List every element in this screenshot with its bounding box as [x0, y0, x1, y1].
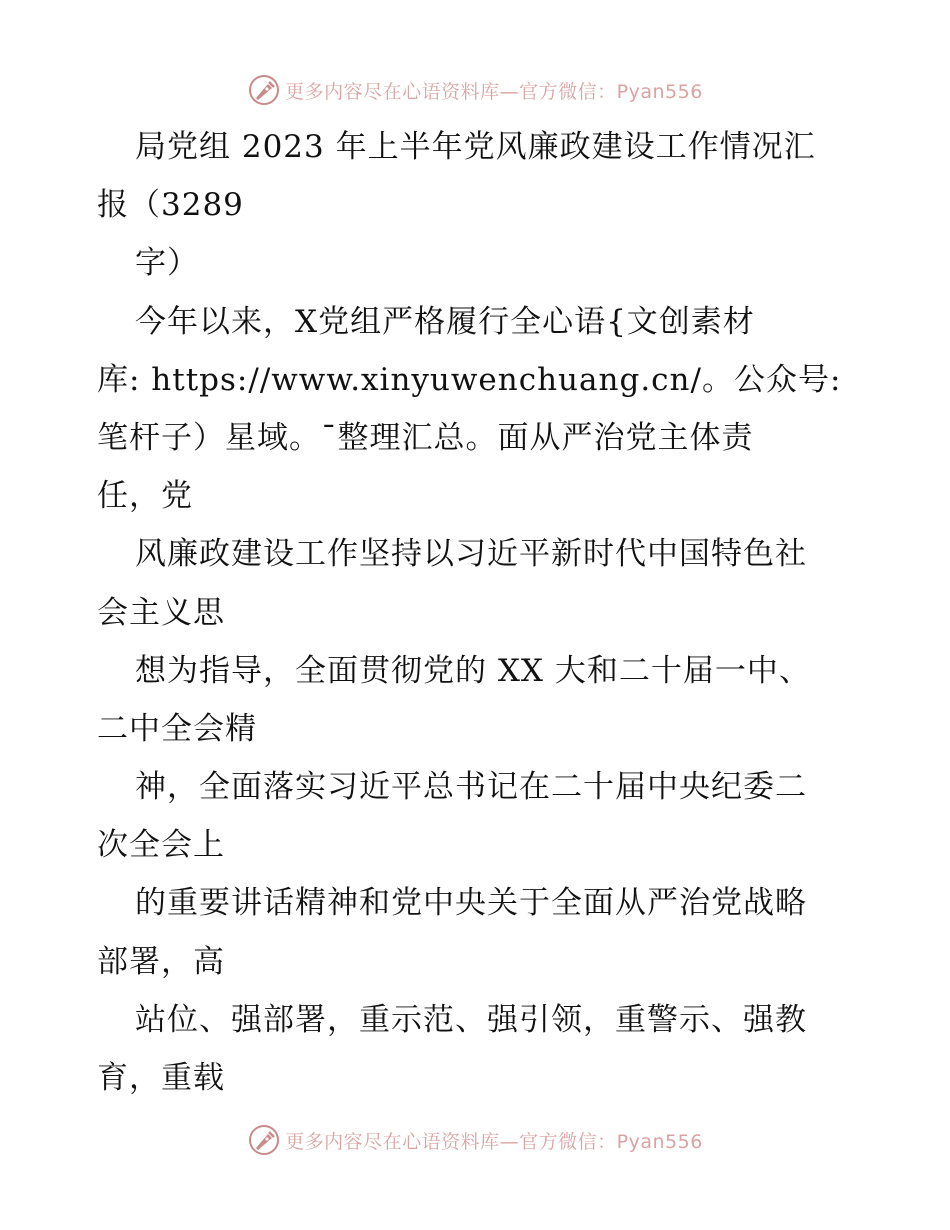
pen-nib-logo-icon: [247, 1123, 281, 1157]
paragraph-line: 风廉政建设工作坚持以习近平新时代中国特色社: [135, 536, 807, 573]
pen-nib-logo-icon: [247, 73, 281, 107]
watermark-text: 更多内容尽在心语资料库—官方微信：Pyan556: [285, 80, 703, 103]
document-title-line: 局党组 2023 年上半年党风廉政建设工作情况汇: [135, 129, 816, 165]
paragraph-line: 育，重载: [97, 1060, 225, 1096]
document-title-line: 字）: [135, 245, 199, 282]
paragraph-line: 库: https://www.xinyuwenchuang.cn/。公众号:: [97, 361, 842, 398]
paragraph-line: 笔杆子）星域。¯整理汇总。面从严治党主体责: [97, 419, 754, 456]
watermark-text: 更多内容尽在心语资料库—官方微信：Pyan556: [285, 1130, 703, 1153]
watermark-footer: [0, 1120, 950, 1160]
paragraph-line: 次全会上: [97, 827, 225, 864]
paragraph-line: 二中全会精: [97, 710, 257, 747]
watermark-header: [0, 70, 950, 110]
paragraph-line: 想为指导，全面贯彻党的 XX 大和二十届一中、: [135, 652, 811, 689]
paragraph-line: 任，党: [97, 478, 193, 515]
document-body: [97, 118, 857, 1107]
paragraph-line: 会主义思: [97, 594, 225, 631]
paragraph-line: 的重要讲话精神和党中央关于全面从严治党战略: [135, 885, 807, 922]
document-title-line: 报（3289: [97, 187, 244, 224]
paragraph-line: 部署，高: [97, 943, 225, 980]
paragraph-line: 今年以来，X党组严格履行全心语{文创素材: [135, 303, 755, 340]
paragraph-line: 站位、强部署，重示范、强引领，重警示、强教: [135, 1001, 807, 1038]
paragraph-line: 神，全面落实习近平总书记在二十届中央纪委二: [135, 769, 807, 806]
